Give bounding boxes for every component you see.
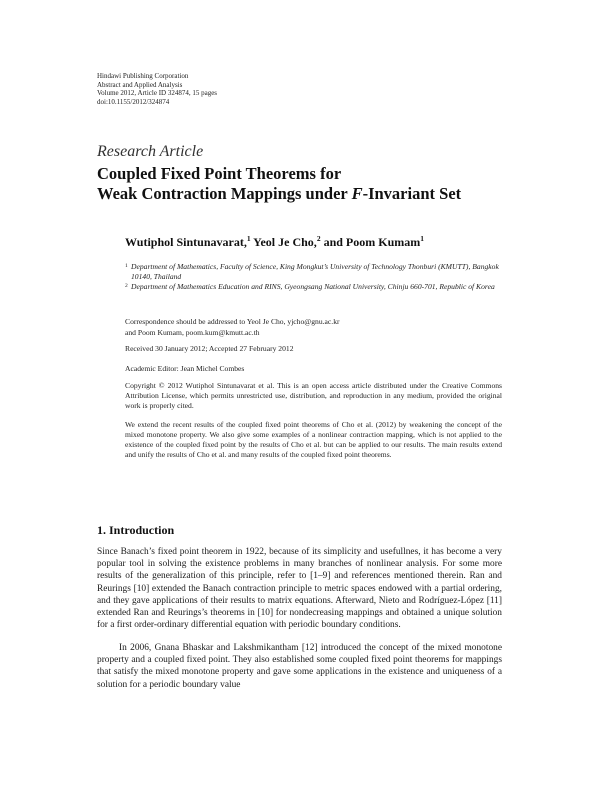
affiliation-mark: 1 (125, 263, 128, 269)
doi-link[interactable]: doi:10.1155/2012/324874 (97, 97, 170, 106)
correspondence-line-2: and Poom Kumam, poom.kum@kmutt.ac.th (125, 328, 260, 337)
title-line-1: Coupled Fixed Point Theorems for (97, 164, 342, 183)
affiliation-text: Department of Mathematics, Faculty of Science, King Mongkut’s University of Technology Thonburi (KMUTT), Bangkok 10140, Thailand (131, 262, 499, 282)
author-affiliation-mark: 1 (420, 234, 424, 243)
title-line-2-prefix: Weak Contraction Mappings under (97, 184, 352, 203)
publisher-name: Hindawi Publishing Corporation (97, 72, 189, 80)
correspondence (125, 316, 340, 338)
affiliation-item (125, 282, 515, 292)
abstract: We extend the recent results of the coupled fixed point theorems of Cho et al. (2012) by weakening the concept of the mixed monotone property. We also give some examples of a nonlinear contraction mapping, which is not applied to the existence of the coupled fixed point by the results of Cho et al. but can be applied to our results. The main results extend and unify the results of Cho et al. and many results of the coupled fixed point theorems. (125, 420, 502, 460)
copyright-notice: Copyright © 2012 Wutiphol Sintunavarat et al. This is an open access article distributed under the Creative Commons Attribution License, which permits unrestricted use, distribution, and reproduction in any medium, provided the original work is properly cited. (125, 381, 502, 411)
article-type: Research Article (97, 143, 204, 160)
academic-editor: Academic Editor: Jean Michel Combes (125, 364, 245, 373)
title-line-2-suffix: -Invariant Set (362, 184, 462, 203)
body-paragraph: In 2006, Gnana Bhaskar and Lakshmikantham [12] introduced the concept of the mixed monotone property and a coupled fixed point. They also established some coupled fixed point theorems for mappings that satisfy the mixed monotone property and gave some applications in the existence and uniqueness of a solution for a periodic boundary value (97, 643, 502, 690)
author-list (125, 234, 424, 250)
author-affiliation-mark: 1 (246, 234, 251, 243)
title-variable: F (351, 184, 363, 203)
body-paragraph: Since Banach’s fixed point theorem in 1922, because of its simplicity and usefullnes, it has become a very popular tool in solving the existence problems in many branches of nonlinear analysis. For some more results of the generalization of this principle, refer to [1–9] and references mentioned therein. Ran and Reurings [10] extended the Banach contraction principle to metric spaces endowed with a partial ordering, and they gave applications of their results to matrix equations. Afterward, Nieto and Rodríguez-López [11] extended Ran and Reurings’s theorems in [10] for nondecreasing mappings and obtained a unique solution for a first order-ordinary differential equation with periodic boundary conditions. (97, 547, 502, 631)
correspondence-line-1: Correspondence should be addressed to Yeol Je Cho, yjcho@gnu.ac.kr (125, 317, 340, 326)
affiliation-item (125, 262, 515, 282)
volume-info: Volume 2012, Article ID 324874, 15 pages (97, 89, 218, 98)
journal-header (97, 72, 217, 106)
affiliations (125, 262, 515, 293)
received-dates: Received 30 January 2012; Accepted 27 February 2012 (125, 344, 294, 353)
journal-name: Abstract and Applied Analysis (97, 80, 183, 89)
author-name: and Poom Kumam (323, 235, 421, 249)
author-name: Wutiphol Sintunavarat, (125, 235, 247, 249)
author-affiliation-mark: 2 (316, 234, 321, 243)
author-name: Yeol Je Cho, (253, 235, 317, 249)
affiliation-text: Department of Mathematics Education and RINS, Gyeongsang National University, Chinju 660-701, Republic of Korea (131, 282, 495, 292)
section-heading: 1. Introduction (97, 523, 175, 537)
affiliation-mark: 2 (125, 283, 128, 290)
title-line-2 (97, 184, 461, 204)
article-title (97, 164, 461, 204)
